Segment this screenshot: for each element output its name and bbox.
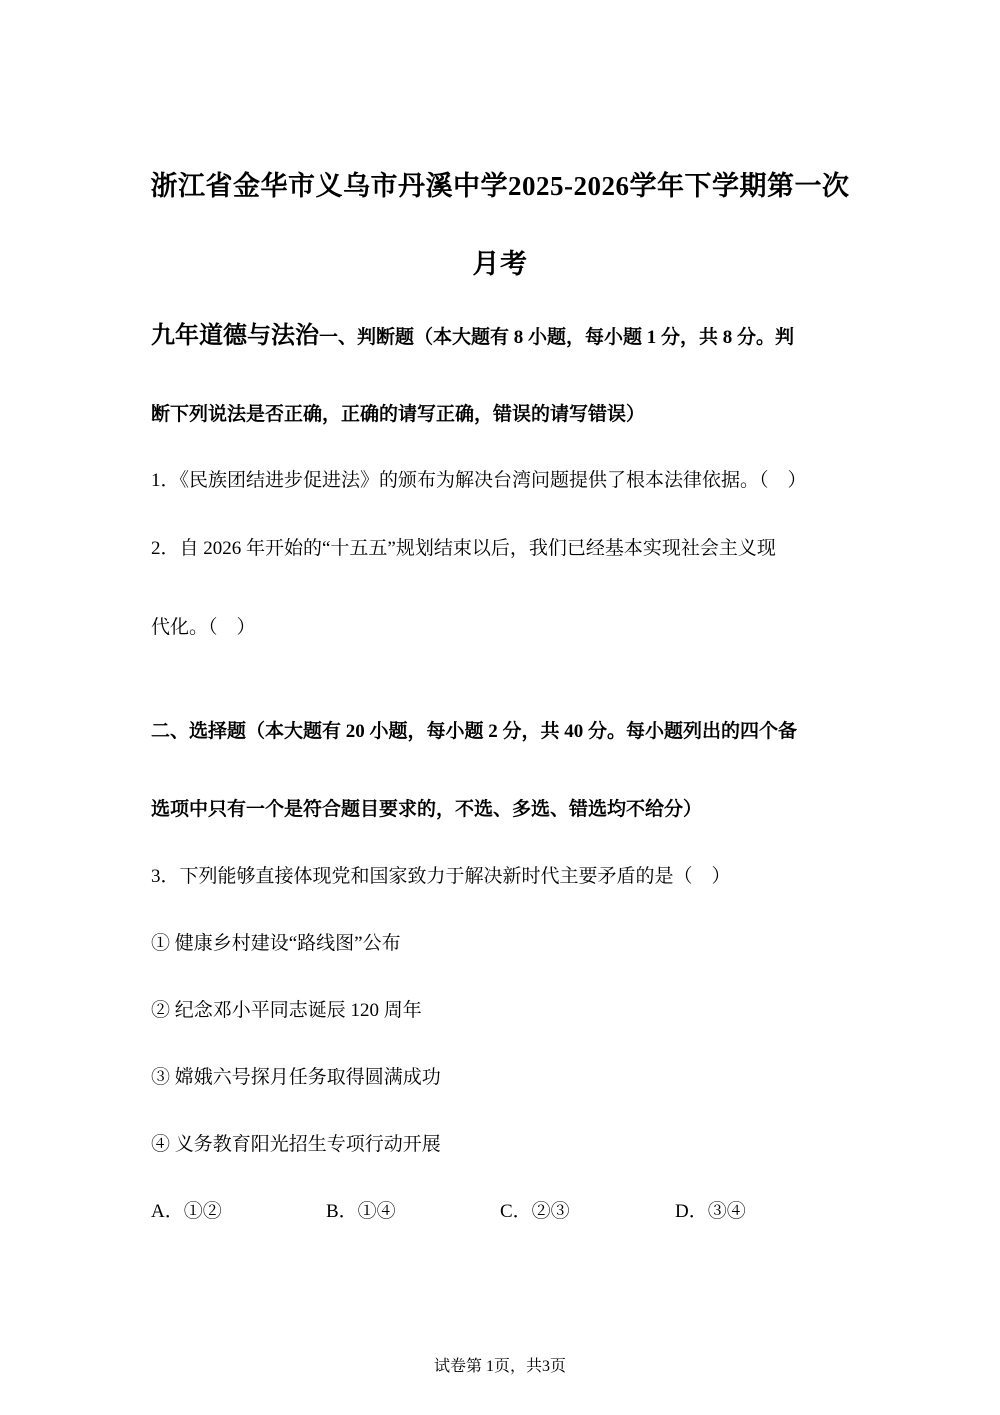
section1-heading-text: 一、判断题（本大题有 8 小题，每小题 1 分，共 8 分。判 (319, 327, 795, 348)
question-3-statement-3: ③ 嫦娥六号探月任务取得圆满成功 (151, 1067, 441, 1088)
choice-d: D．③④ (675, 1201, 746, 1222)
page-footer: 试卷第 1页，共3页 (433, 1358, 566, 1375)
exam-title-line-1: 浙江省金华市义乌市丹溪中学2025-2026学年下学期第一次 (150, 171, 850, 201)
section1-heading-line-2: 断下列说法是否正确，正确的请写正确，错误的请写错误） (151, 404, 646, 425)
exam-title-line-2: 月考 (472, 249, 528, 279)
subject-label: 九年道德与法治 (151, 323, 319, 349)
question-3-statement-2: ② 纪念邓小平同志诞辰 120 周年 (151, 1000, 422, 1021)
choice-b: B．①④ (326, 1201, 396, 1222)
question-3-statement-4: ④ 义务教育阳光招生专项行动开展 (151, 1134, 441, 1155)
choice-c: C．②③ (500, 1201, 570, 1222)
question-3-stem: 3．下列能够直接体现党和国家致力于解决新时代主要矛盾的是（ ） (151, 866, 731, 887)
section1-heading-line-1 (151, 320, 851, 354)
question-3-statement-1: ① 健康乡村建设“路线图”公布 (151, 933, 401, 954)
choice-a: A．①② (151, 1201, 222, 1222)
question-2-line-1: 2．自 2026 年开始的“十五五”规划结束以后，我们已经基本实现社会主义现 (151, 538, 776, 559)
question-2-line-2: 代化。（ ） (151, 617, 256, 638)
question-1: 1．《民族团结进步促进法》的颁布为解决台湾问题提供了根本法律依据。（ ） (151, 470, 807, 491)
section2-heading-line-2: 选项中只有一个是符合题目要求的，不选、多选、错选均不给分） (151, 799, 703, 820)
section2-heading-line-1: 二、选择题（本大题有 20 小题，每小题 2 分，共 40 分。每小题列出的四个备 (151, 721, 798, 742)
